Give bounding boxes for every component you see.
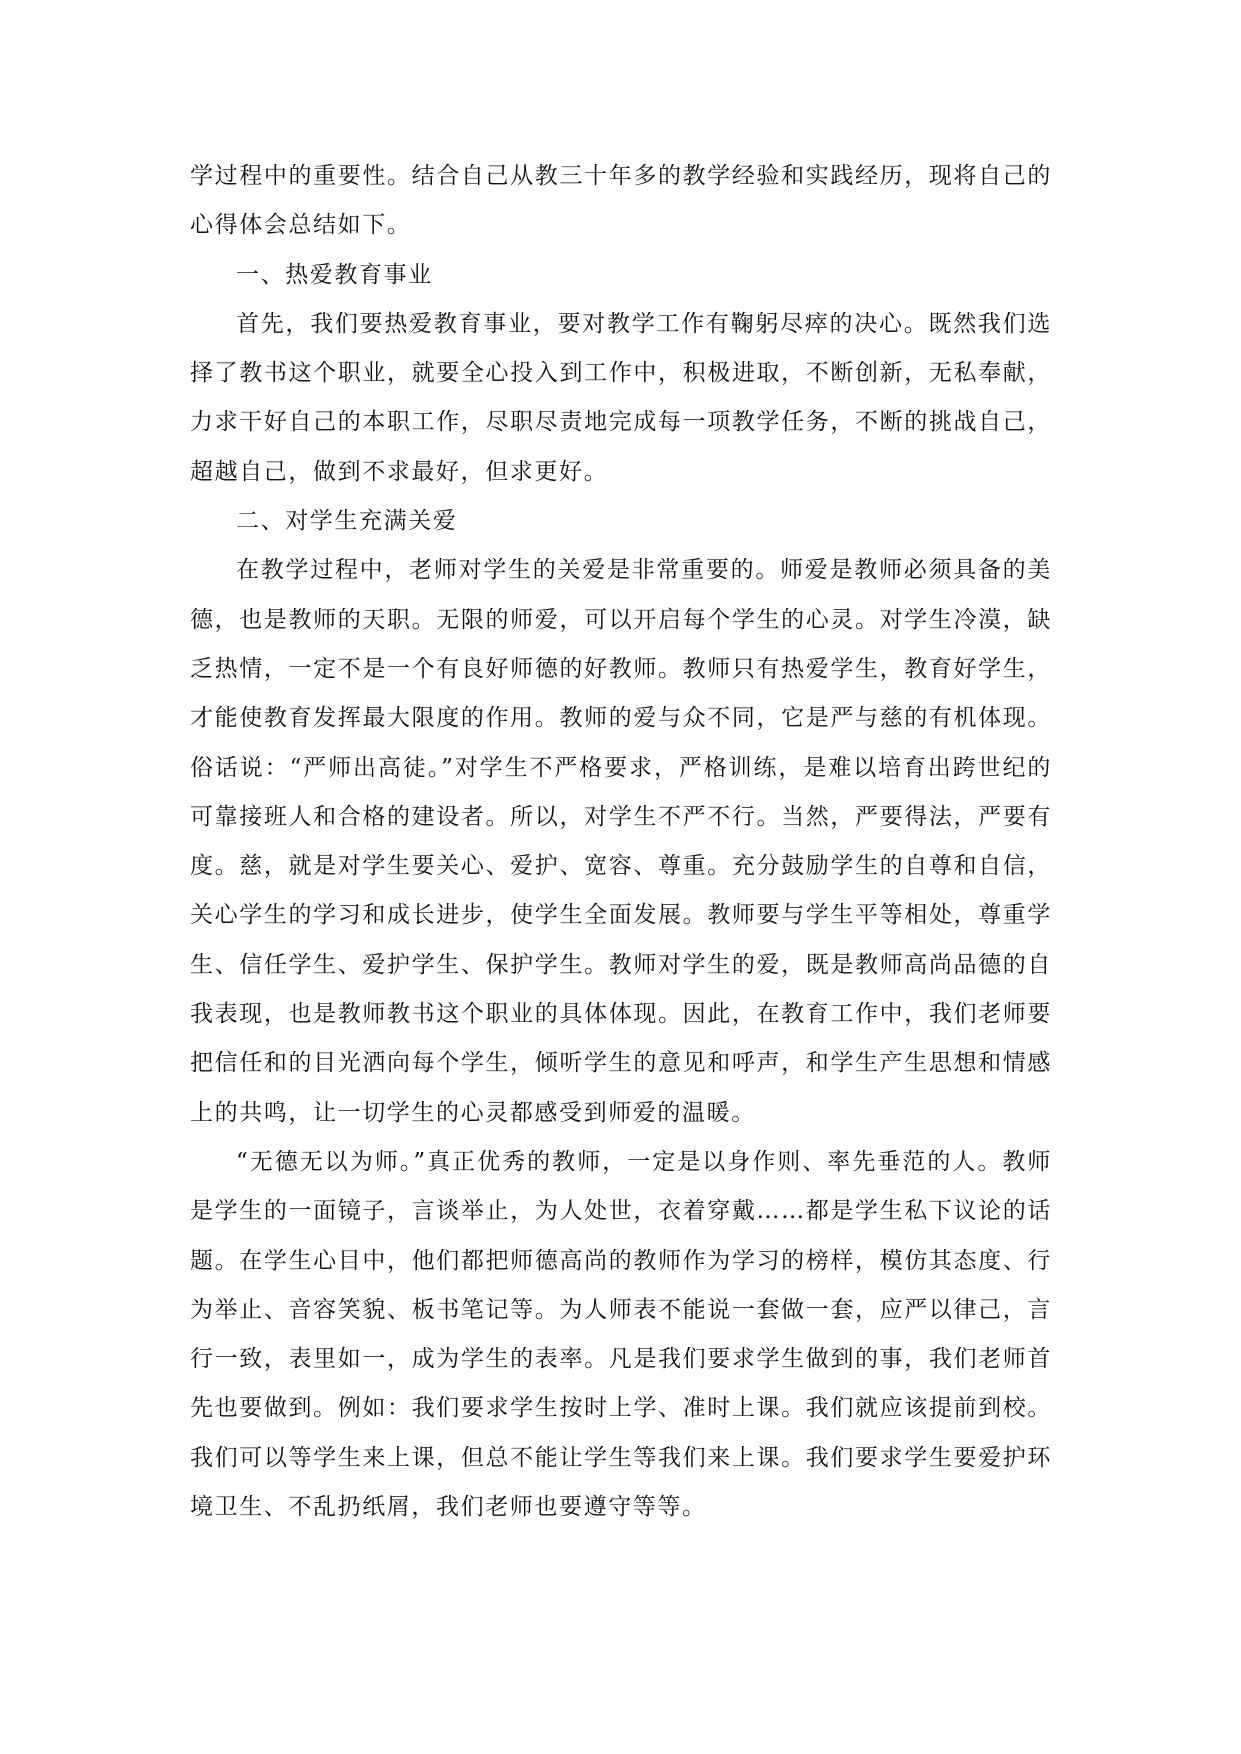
- paragraph-care-for-students: 在教学过程中，老师对学生的关爱是非常重要的。师爱是教师必须具备的美德，也是教师的天职。无限的师爱，可以开启每个学生的心灵。对学生冷漠，缺乏热情，一定不是一个有良好师德的好教师。教师只有热爱学生，教育好学生，才能使教育发挥最大限度的作用。教师的爱与众不同，它是严与慈的有机体现。俗话说：“严师出高徒。”对学生不严格要求，严格训练，是难以培育出跨世纪的可靠接班人和合格的建设者。所以，对学生不严不行。当然，严要得法，严要有度。慈，就是对学生要关心、爱护、宽容、尊重。充分鼓励学生的自尊和自信，关心学生的学习和成长进步，使学生全面发展。教师要与学生平等相处，尊重学生、信任学生、爱护学生、保护学生。教师对学生的爱，既是教师高尚品德的自我表现，也是教师教书这个职业的具体体现。因此，在教育工作中，我们老师要把信任和的目光洒向每个学生，倾听学生的意见和呼声，和学生产生思想和情感上的共鸣，让一切学生的心灵都感受到师爱的温暖。: [190, 557, 1052, 1126]
- paragraph-teacher-morality: “无德无以为师。”真正优秀的教师，一定是以身作则、率先垂范的人。教师是学生的一面镜子，言谈举止，为人处世，衣着穿戴……都是学生私下议论的话题。在学生心目中，他们都把师德高尚的教师作为学习的榜样，模仿其态度、行为举止、音容笑貌、板书笔记等。为人师表不能说一套做一套，应严以律己，言行一致，表里如一，成为学生的表率。凡是我们要求学生做到的事，我们老师首先也要做到。例如：我们要求学生按时上学、准时上课。我们就应该提前到校。我们可以等学生来上课，但总不能让学生等我们来上课。我们要求学生要爱护环境卫生、不乱扔纸屑，我们老师也要遵守等等。: [190, 1148, 1052, 1521]
- paragraph-love-education: 首先，我们要热爱教育事业，要对教学工作有鞠躬尽瘁的决心。既然我们选择了教书这个职业，就要全心投入到工作中，积极进取，不断创新，无私奉献，力求干好自己的本职工作，尽职尽责地完成每一项教学任务，不断的挑战自己，超越自己，做到不求最好，但求更好。: [190, 310, 1052, 485]
- paragraph-intro-continued: 学过程中的重要性。结合自己从教三十年多的教学经验和实践经历，现将自己的心得体会总结如下。: [190, 163, 1052, 239]
- section-heading-1: 一、热爱教育事业: [236, 261, 433, 288]
- section-heading-2: 二、对学生充满关爱: [236, 508, 458, 535]
- document-body: [190, 152, 1052, 1532]
